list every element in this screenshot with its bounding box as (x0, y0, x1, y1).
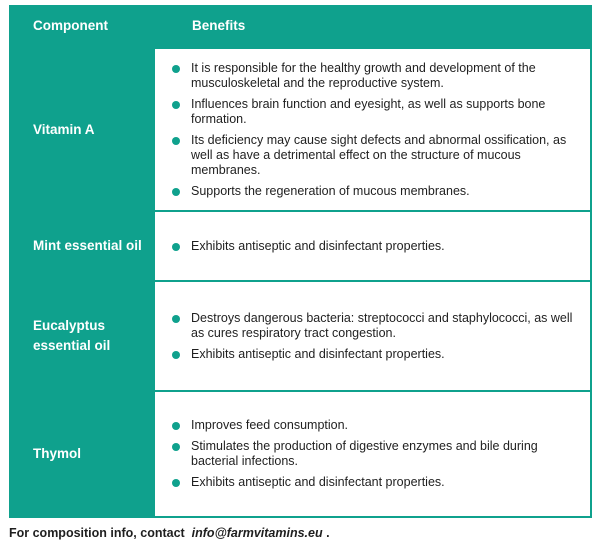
benefits-cell (155, 392, 590, 516)
benefit-text: Stimulates the production of digestive enzymes and bile during bacterial infections. (191, 439, 538, 468)
benefit-item (169, 439, 580, 469)
bullet-dot-icon (172, 137, 180, 145)
header-benefits: Benefits (192, 18, 246, 33)
benefits-cell (155, 282, 590, 390)
component-cell (9, 392, 155, 516)
bullet-dot-icon (172, 315, 180, 323)
benefit-item (169, 184, 580, 199)
benefit-text: Exhibits antiseptic and disinfectant properties. (191, 475, 445, 489)
benefit-text: Influences brain function and eyesight, as well as supports bone formation. (191, 96, 546, 126)
footer-end: . (326, 526, 330, 540)
component-cell (9, 212, 155, 280)
benefit-item (169, 97, 580, 127)
benefit-text: Supports the regeneration of mucous membranes. (191, 183, 470, 198)
benefit-item (169, 475, 580, 490)
benefit-text: Improves feed consumption. (191, 418, 349, 432)
benefits-cell (155, 212, 590, 280)
component-cell (9, 282, 155, 390)
component-label: Vitamin A (33, 121, 95, 137)
table-row (9, 212, 592, 280)
component-label: Mint essential oil (33, 238, 142, 253)
benefits-cell (155, 49, 590, 210)
header-component: Component (33, 18, 108, 33)
benefit-text: Exhibits antiseptic and disinfectant properties. (191, 346, 445, 361)
benefit-item (169, 418, 580, 433)
table-row (9, 282, 592, 390)
benefit-text: Its deficiency may cause sight defects and abnormal ossification, as well as have a detrimental effect on the structure of mucous membranes. (191, 132, 567, 177)
table-row (9, 49, 592, 210)
contact-email-link[interactable]: info@farmvitamins.eu (191, 526, 323, 540)
bullet-dot-icon (172, 65, 180, 73)
benefit-item (169, 347, 580, 362)
bullet-dot-icon (172, 188, 180, 196)
benefit-text: It is responsible for the healthy growth and development of the musculoskeletal and the reproductive system. (191, 60, 536, 90)
bullet-dot-icon (172, 479, 180, 487)
benefit-text: Exhibits antiseptic and disinfectant properties. (191, 238, 445, 253)
bullet-dot-icon (172, 422, 180, 430)
component-cell (9, 49, 155, 210)
benefit-text: Destroys dangerous bacteria: streptococci and staphylococci, as well as cures respiratory tract congestion. (191, 310, 573, 340)
benefit-item (169, 61, 580, 91)
bullet-dot-icon (172, 443, 180, 451)
components-table (9, 5, 592, 518)
benefit-item (169, 311, 580, 341)
bullet-dot-icon (172, 351, 180, 359)
component-label: Thymol (33, 446, 82, 461)
bullet-dot-icon (172, 101, 180, 109)
benefit-item (169, 133, 580, 178)
bullet-dot-icon (172, 243, 180, 251)
contact-footer (9, 526, 330, 540)
footer-text: For composition info, contact (9, 526, 185, 540)
table-row (9, 392, 592, 516)
benefit-item (169, 239, 580, 254)
component-label: Eucalyptus essential oil (33, 318, 111, 353)
table-header (9, 5, 592, 47)
